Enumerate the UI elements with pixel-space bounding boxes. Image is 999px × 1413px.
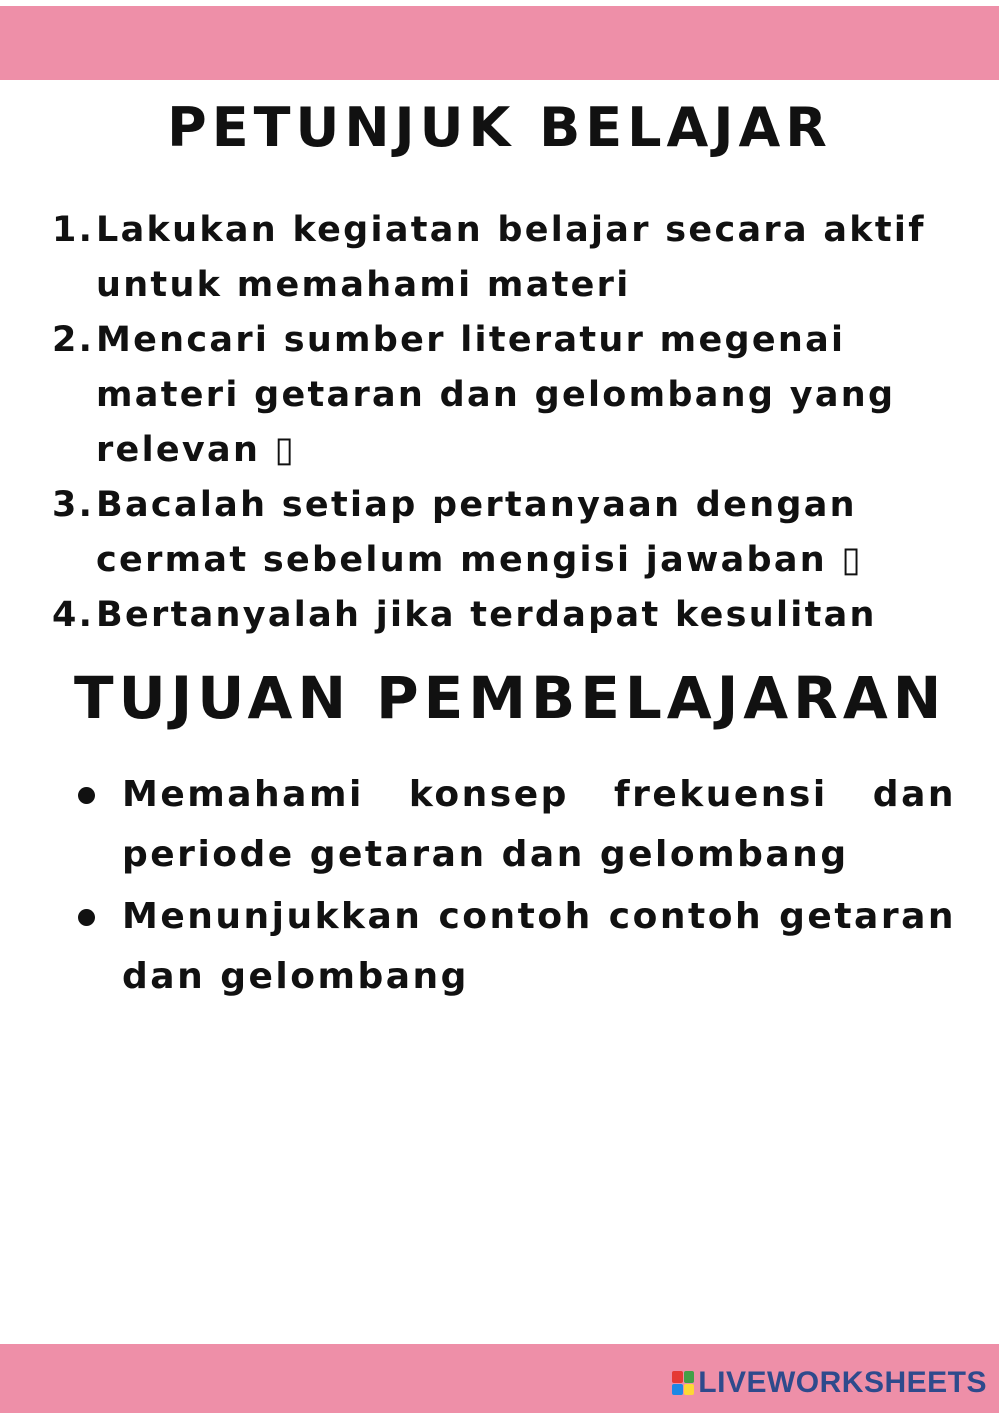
instruction-number: 3.	[52, 485, 95, 525]
objective-item	[74, 765, 956, 885]
instruction-number: 1.	[52, 210, 95, 250]
logo-square	[672, 1371, 683, 1383]
objective-text: Memahami konsep frekuensi dan periode getaran dan gelombang	[122, 774, 956, 875]
instruction-item	[52, 588, 972, 643]
instruction-number: 4.	[52, 595, 95, 635]
instruction-text: Mencari sumber literatur megenai materi getaran dan gelombang yang relevan ▯	[96, 320, 896, 470]
instructions-title: PETUNJUK BELAJAR	[167, 96, 832, 159]
instruction-item	[52, 478, 972, 588]
logo-square	[672, 1384, 683, 1396]
instruction-number: 2.	[52, 320, 95, 360]
bullet-icon	[78, 787, 95, 804]
objective-item	[74, 887, 956, 1007]
objectives-list	[74, 765, 956, 1009]
bullet-icon	[78, 909, 95, 926]
instruction-text: Lakukan kegiatan belajar secara aktif untuk memahami materi	[96, 210, 926, 305]
instructions-list	[52, 203, 972, 643]
liveworksheets-logo-icon	[672, 1371, 694, 1395]
liveworksheets-brand	[672, 1366, 987, 1400]
logo-square	[684, 1371, 695, 1383]
instruction-item	[52, 313, 972, 478]
logo-square	[684, 1384, 695, 1396]
instruction-text: Bacalah setiap pertanyaan dengan cermat sebelum mengisi jawaban ▯	[96, 485, 864, 580]
brand-name: LIVEWORKSHEETS	[698, 1366, 987, 1399]
instruction-item	[52, 203, 972, 313]
top-pink-band	[0, 6, 999, 80]
objectives-title: TUJUAN PEMBELAJARAN	[74, 664, 947, 732]
instruction-text: Bertanyalah jika terdapat kesulitan	[96, 595, 877, 635]
objective-text: Menunjukkan contoh contoh getaran dan gelombang	[122, 896, 956, 997]
